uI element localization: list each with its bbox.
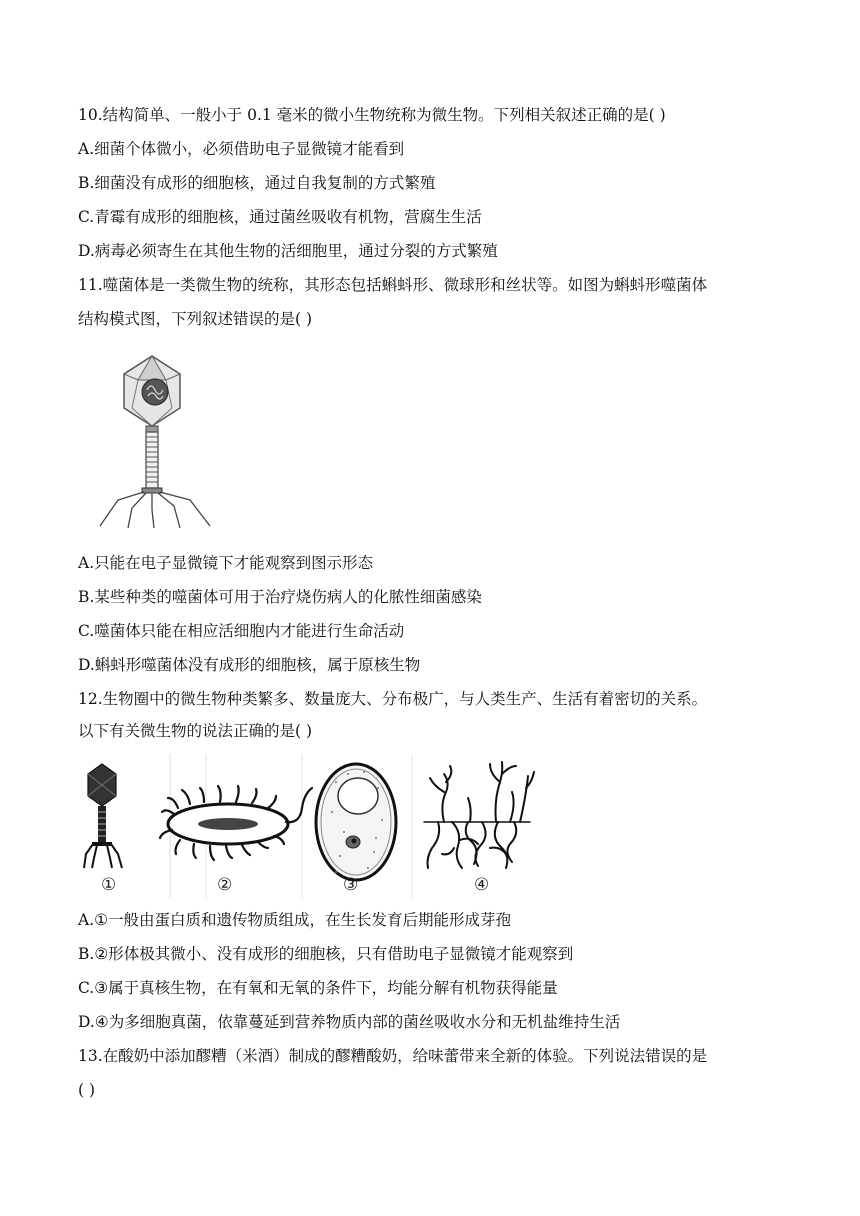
mold-illustration <box>424 762 534 868</box>
phage-illustration <box>84 764 122 868</box>
q11-option-b: B.某些种类的噬菌体可用于治疗烧伤病人的化脓性细菌感染 <box>78 588 482 606</box>
q12-stem-line-1: 12.生物圈中的微生物种类繁多、数量庞大、分布极广，与人类生产、生活有着密切的关系。 <box>78 690 708 708</box>
q12-option-d: D.④为多细胞真菌，依靠蔓延到营养物质内部的菌丝吸收水分和无机盐维持生活 <box>78 1013 621 1031</box>
q11-option-a: A.只能在电子显微镜下才能观察到图示形态 <box>78 554 374 572</box>
q12-stem-line-2: 以下有关微生物的说法正确的是( ) <box>78 722 313 740</box>
q12-option-c: C.③属于真核生物，在有氧和无氧的条件下，均能分解有机物获得能量 <box>78 979 558 997</box>
q10-stem-line-1: 10.结构简单、一般小于 0.1 毫米的微小生物统称为微生物。下列相关叙述正确的是( ) <box>78 106 666 124</box>
q10-option-c: C.青霉有成形的细胞核，通过菌丝吸收有机物，营腐生生活 <box>78 208 482 226</box>
bacterium-illustration <box>160 786 312 860</box>
figure-label-4: ④ <box>474 875 490 895</box>
q13-stem-line-1: 13.在酸奶中添加醪糟（米酒）制成的醪糟酸奶，给味蕾带来全新的体验。下列说法错误的是 <box>78 1047 708 1065</box>
q10-option-b: B.细菌没有成形的细胞核，通过自我复制的方式繁殖 <box>78 174 436 192</box>
figure-label-3: ③ <box>343 875 359 895</box>
q10-option-a: A.细菌个体微小，必须借助电子显微镜才能看到 <box>78 140 405 158</box>
q11-option-c: C.噬菌体只能在相应活细胞内才能进行生命活动 <box>78 622 405 640</box>
bacteriophage-diagram <box>92 350 222 530</box>
q13-stem-line-2: ( ) <box>78 1081 96 1099</box>
q12-option-a: A.①一般由蛋白质和遗传物质组成，在生长发育后期能形成芽孢 <box>78 911 512 929</box>
q12-option-b: B.②形体极其微小、没有成形的细胞核，只有借助电子显微镜才能观察到 <box>78 945 574 963</box>
figure-label-2: ② <box>217 875 233 895</box>
figure-label-1: ① <box>101 875 117 895</box>
q11-stem-line-1: 11.噬菌体是一类微生物的统称，其形态包括蝌蚪形、微球形和丝状等。如图为蝌蚪形噬菌体 <box>78 276 708 294</box>
q10-option-d: D.病毒必须寄生在其他生物的活细胞里，通过分裂的方式繁殖 <box>78 242 498 260</box>
q11-stem-line-2: 结构模式图，下列叙述错误的是( ) <box>78 310 313 328</box>
microorganisms-figure <box>78 752 538 902</box>
yeast-illustration <box>316 764 396 880</box>
q11-option-d: D.蝌蚪形噬菌体没有成形的细胞核，属于原核生物 <box>78 656 421 674</box>
